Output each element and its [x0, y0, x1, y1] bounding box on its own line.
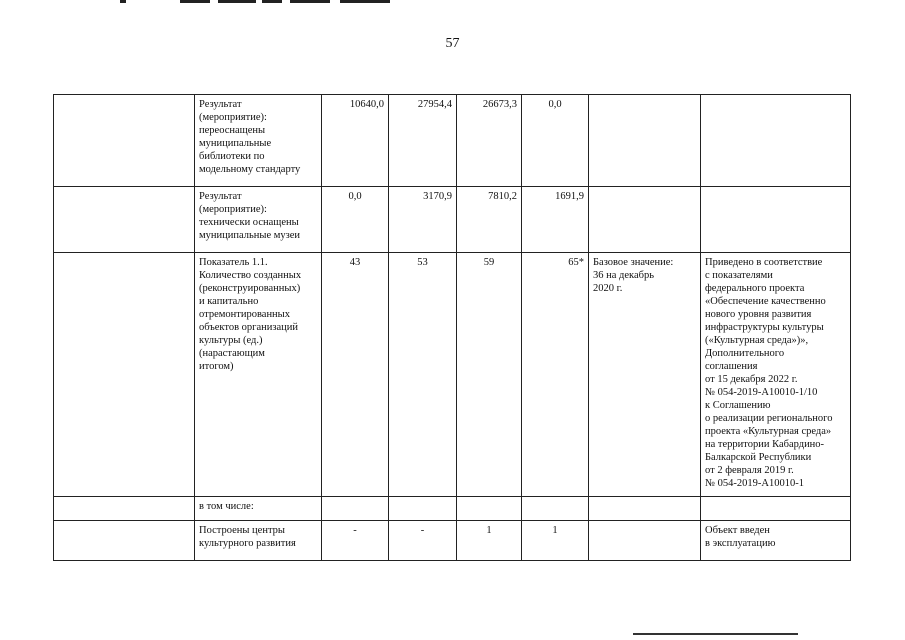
page-number: 57 [445, 36, 460, 51]
value-cell: 3170,9 [389, 187, 457, 253]
table-row [54, 521, 851, 561]
note-cell [701, 187, 851, 253]
note-cell: Объект введен в эксплуатацию [701, 521, 851, 561]
value-cell: 43 [322, 253, 389, 497]
scan-artifact-top [120, 0, 420, 5]
value-cell: 7810,2 [457, 187, 522, 253]
empty-cell [54, 95, 195, 187]
value-cell: 1 [457, 521, 522, 561]
row-name-cell: Результат (мероприятие): переоснащены муниципальные библиотеки по модельному стандарту [195, 95, 322, 187]
base-value-cell [589, 497, 701, 521]
value-cell [522, 497, 589, 521]
empty-cell [54, 497, 195, 521]
table-row [54, 187, 851, 253]
row-name-cell: Построены центры культурного развития [195, 521, 322, 561]
signature-line [633, 633, 798, 635]
value-cell: 53 [389, 253, 457, 497]
value-cell [457, 497, 522, 521]
note-cell: Приведено в соответствие с показателями федерального проекта «Обеспечение качественно нового уровня развития инфраструктуры культуры («Культурная среда»)», Дополнительного соглашения от 15 декабря 2022 г. № 054-2019-А10010-1/10 к Соглашению о реализации регионального проекта «Культурная среда» на территории Кабардино- Балкарской Республики от 2 февраля 2019 г. № 054-2019-А10010-1 [701, 253, 851, 497]
note-cell [701, 95, 851, 187]
value-cell [389, 497, 457, 521]
empty-cell [54, 253, 195, 497]
program-table [53, 94, 851, 561]
row-name-cell: Результат (мероприятие): технически оснащены муниципальные музеи [195, 187, 322, 253]
value-cell [322, 497, 389, 521]
row-name-cell: в том числе: [195, 497, 322, 521]
value-cell: - [389, 521, 457, 561]
base-value-cell [589, 95, 701, 187]
row-name-cell: Показатель 1.1. Количество созданных (реконструированных) и капитально отремонтированных объектов организаций культуры (ед.) (нарастающим итогом) [195, 253, 322, 497]
note-cell [701, 497, 851, 521]
value-cell: 59 [457, 253, 522, 497]
table-row [54, 95, 851, 187]
table-row [54, 253, 851, 497]
base-value-cell [589, 521, 701, 561]
value-cell: 1691,9 [522, 187, 589, 253]
value-cell: 0,0 [522, 95, 589, 187]
table-row [54, 497, 851, 521]
base-value-cell: Базовое значение: 36 на декабрь 2020 г. [589, 253, 701, 497]
value-cell: 0,0 [322, 187, 389, 253]
value-cell: 27954,4 [389, 95, 457, 187]
value-cell: 10640,0 [322, 95, 389, 187]
value-cell: - [322, 521, 389, 561]
empty-cell [54, 521, 195, 561]
value-cell: 65* [522, 253, 589, 497]
base-value-cell [589, 187, 701, 253]
value-cell: 26673,3 [457, 95, 522, 187]
empty-cell [54, 187, 195, 253]
value-cell: 1 [522, 521, 589, 561]
